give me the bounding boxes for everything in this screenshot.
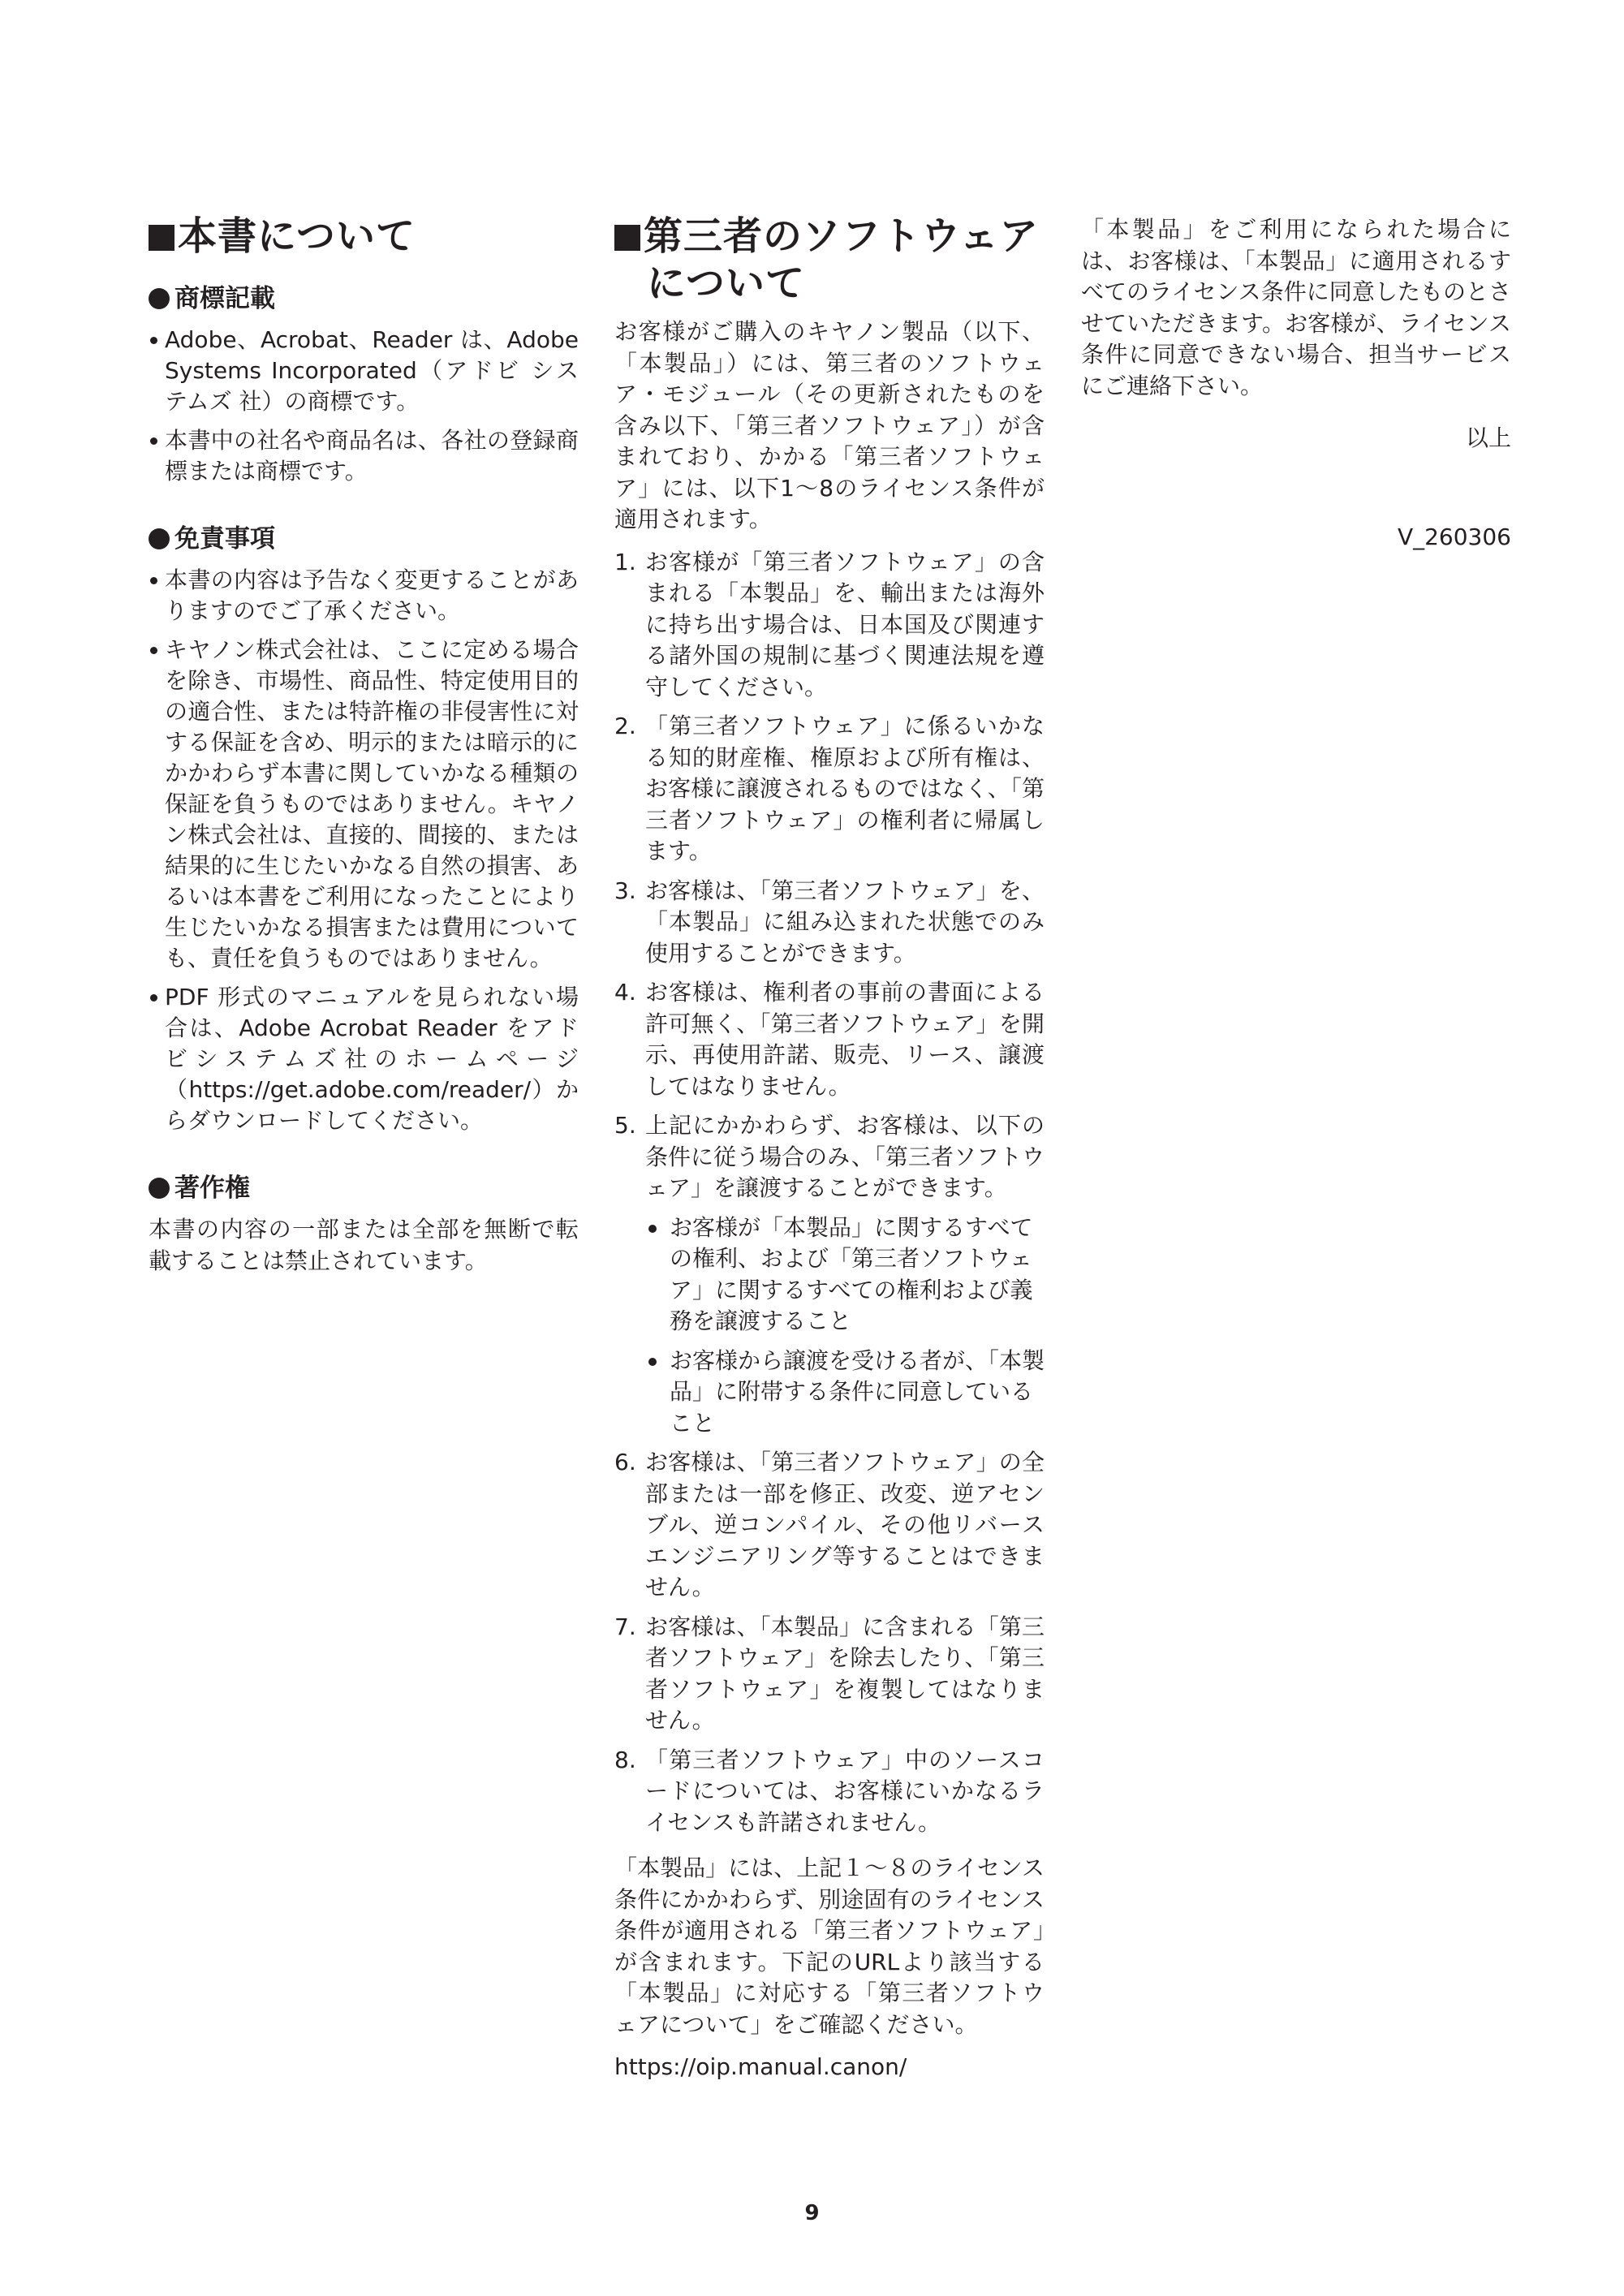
section-title-third-party-software: 第三者のソフトウェアについて [614,213,1045,307]
license-item-7: 7. お客様は、「本製品」に含まれる「第三者ソフトウェア」を除去したり、「第三者ソフトウェア」を複製してはなりません。 [614,1613,1045,1734]
section-title-about-manual: 本書について [149,213,579,260]
license-item-8: 8. 「第三者ソフトウェア」中のソースコードについては、お客様にいかなるライセンスも許諾されません。 [614,1746,1045,1836]
column-right [1081,214,1511,553]
page-number: 9 [804,2201,820,2225]
license-subitem: お客様が「本製品」に関するすべての権利、および「第三者ソフトウェア」に関するすべての権利および義務を譲渡すること [614,1213,1045,1338]
circle-bullet-icon [149,528,170,549]
list-item: 本書中の社名や商品名は、各社の登録商標または商標です。 [149,425,579,487]
disclaimer-section [149,523,579,1136]
manual-url: https://oip.manual.canon/ [614,2053,907,2080]
license-item-3: 3. お客様は、「第三者ソフトウェア」を、「本製品」に組み込まれた状態でのみ使用することができます。 [614,877,1045,967]
disclaimer-heading: 免責事項 [149,523,579,555]
square-bullet-icon [149,225,174,251]
license-item-6: 6. お客様は、「第三者ソフトウェア」の全部または一部を修正、改変、逆アセンブル、逆コンパイル、その他リバースエンジニアリング等することはできません。 [614,1449,1045,1600]
copyright-section [149,1172,579,1277]
license-item-2: 2. 「第三者ソフトウェア」に係るいかなる知的財産権、権原および所有権は、お客様に譲渡されるものではなく、「第三者ソフトウェア」の権利者に帰属します。 [614,713,1045,864]
trademark-section [149,282,579,487]
license-item-5: 5. 上記にかかわらず、お客様は、以下の条件に従う場合のみ、「第三者ソフトウェア」を譲渡することができます。 [614,1112,1045,1201]
circle-bullet-icon [149,1178,170,1199]
copyright-heading: 著作権 [149,1172,579,1204]
license-item-4: 4. お客様は、権利者の事前の書面による許可無く、「第三者ソフトウェア」を開示、再使用許諾、販売、リース、譲渡してはなりません。 [614,979,1045,1100]
list-item: キヤノン株式会社は、ここに定める場合を除き、市場性、商品性、特定使用目的の適合性、または特許権の非侵害性に対する保証を含め、明示的または暗示的にかかわらず本書に関していかなる種類の保証を負うものではありません。キヤノン株式会社は、直接的、間接的、または結果的に生じたいかなる自然の損害、あるいは本書をご利用になったことにより生じたいかなる損害または費用についても、責任を負うものではありません。 [149,635,579,974]
consent-paragraph: 「本製品」をご利用になられた場合には、お客様は、「本製品」に適用されるすべてのライセンス条件に同意したものとさせていただきます。お客様が、ライセンス条件に同意できない場合、担当サービスにご連絡下さい。 [1081,216,1511,399]
list-item: 本書の内容は予告なく変更することがありますのでご了承ください。 [149,565,579,627]
square-bullet-icon [614,225,640,251]
outro-paragraph: 「本製品」には、上記１～８のライセンス条件にかかわらず、別途固有のライセンス条件が適用される「第三者ソフトウェア」が含まれます。下記のURLより該当する「本製品」に対応する「第三者ソフトウェアについて」をご確認ください。 [614,1854,1045,2038]
trademark-heading: 商標記載 [149,282,579,315]
list-item: PDF 形式のマニュアルを見られない場合は、Adobe Acrobat Reader をアドビシステムズ社のホームページ（https://get.adobe.com/reader/）からダウンロードしてください。 [149,982,579,1136]
closing-text: 以上 [1465,424,1511,451]
column-middle [614,213,1045,2083]
circle-bullet-icon [149,288,170,309]
column-left [149,213,579,1312]
intro-paragraph: お客様がご購入のキヤノン製品（以下、「本製品」）には、第三者のソフトウェア・モジュール（その更新されたものを含み以下、「第三者ソフトウェア」）が含まれており、かかる「第三者ソフトウェア」には、以下1～8のライセンス条件が適用されます。 [614,318,1045,532]
license-subitem: お客様から譲渡を受ける者が、「本製品」に附帯する条件に同意していること [614,1346,1045,1440]
copyright-text: 本書の内容の一部または全部を無断で転載することは禁止されています。 [149,1216,579,1274]
license-item-1: 1. お客様が「第三者ソフトウェア」の含まれる「本製品」を、輸出または海外に持ち出す場合は、日本国及び関連する諸外国の規制に基づく関連法規を遵守してください。 [614,548,1045,700]
version-code: V_260306 [1397,523,1511,550]
list-item: Adobe、Acrobat、Reader は、Adobe Systems Incorporated（アドビ システムズ 社）の商標です。 [149,325,579,417]
